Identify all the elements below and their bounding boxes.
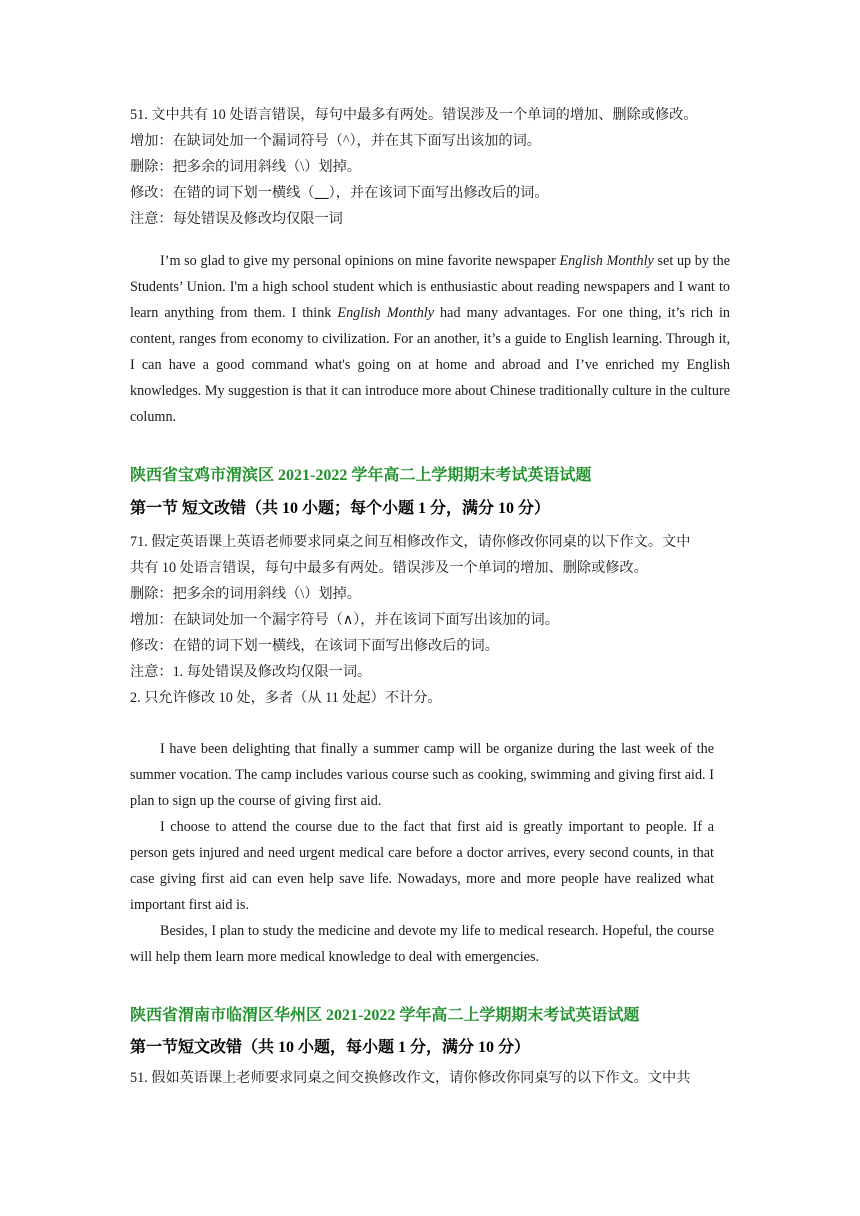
instruction-line: 51. 假如英语课上老师要求同桌之间交换修改作文，请你修改你同桌写的以下作文。文中共: [130, 1070, 691, 1086]
section2-instructions: [130, 529, 730, 711]
instruction-line-modify: [130, 180, 730, 206]
instruction-line: 共有 10 处语言错误，每句中最多有两处。错误涉及一个单词的增加、删除或修改。: [130, 560, 648, 576]
instruction-line: 2. 只允许修改 10 处，多者（从 11 处起）不计分。: [130, 690, 442, 706]
modify-prefix: 修改：在错的词下划一横线（: [130, 185, 315, 201]
modify-blank: __: [314, 185, 329, 201]
passage-text: set up by the Students’ Union. I'm a high school student which is enthusiastic about reading newspapers and I want to learn anything from them. I think: [130, 253, 731, 321]
essay-paragraph: I choose to attend the course due to the fact that first aid is greatly important to people. If a person gets injured and need urgent medical care before a doctor arrives, every second counts, in that case giving first aid can even help save life. Nowadays, more and more people have realized what important first aid is.: [130, 819, 714, 913]
essay-paragraph: Besides, I plan to study the medicine and devote my life to medical research. Hopeful, the course will help them learn more medical knowledge to deal with emergencies.: [130, 923, 714, 965]
part-title: 第一节短文改错（共 10 小题，每小题 1 分，满分 10 分）: [130, 1039, 531, 1056]
instruction-line: 修改：在错的词下划一横线，在该词下面写出修改后的词。: [130, 638, 499, 654]
section1-instructions: [130, 102, 730, 232]
instruction-line: 增加：在缺词处加一个漏字符号（∧），并在该词下面写出该加的词。: [130, 612, 559, 628]
instruction-line: 删除：把多余的词用斜线（\）划掉。: [130, 159, 361, 175]
section2-header: [130, 462, 730, 523]
instruction-line: 71. 假定英语课上英语老师要求同桌之间互相修改作文，请你修改你同桌的以下作文。文中: [130, 534, 691, 550]
instruction-line: 51. 文中共有 10 处语言错误，每句中最多有两处。错误涉及一个单词的增加、删除或修改。: [130, 107, 698, 123]
section3-header: [130, 1002, 730, 1091]
instruction-line: 注意：1. 每处错误及修改均仅限一词。: [130, 664, 372, 680]
passage-text: had many advantages. For one thing, it’s rich in content, ranges from economy to civilization. For an another, it’s a guide to English learning. Through it, I can have a good command what's going on at home and abroad and I’ve enriched my English knowledges. My suggestion is that it can introduce more about Chinese traditionally culture in the culture column.: [130, 305, 730, 425]
modify-suffix: ），并在该词下面写出修改后的词。: [328, 185, 549, 201]
instruction-line: 删除：把多余的词用斜线（\）划掉。: [130, 586, 361, 602]
instruction-line: 增加：在缺词处加一个漏词符号（^），并在其下面写出该加的词。: [130, 133, 541, 149]
section1-passage: [130, 248, 730, 430]
section2-essay: [130, 736, 714, 970]
part-title: 第一节 短文改错（共 10 小题；每个小题 1 分，满分 10 分）: [130, 500, 551, 517]
newspaper-title: English Monthly: [337, 305, 435, 321]
note-line: 注意：每处错误及修改均仅限一词: [130, 211, 343, 227]
source-title: 陕西省宝鸡市渭滨区 2021-2022 学年高二上学期期末考试英语试题: [130, 467, 592, 484]
newspaper-title: English Monthly: [559, 253, 654, 269]
essay-paragraph: I have been delighting that finally a summer camp will be organize during the last week of the summer vocation. The camp includes various course such as cooking, swimming and giving first aid. I plan to sign up the course of giving first aid.: [130, 741, 714, 809]
passage-text: I’m so glad to give my personal opinions on mine favorite newspaper: [160, 253, 560, 269]
source-title: 陕西省渭南市临渭区华州区 2021-2022 学年高二上学期期末考试英语试题: [130, 1007, 640, 1024]
